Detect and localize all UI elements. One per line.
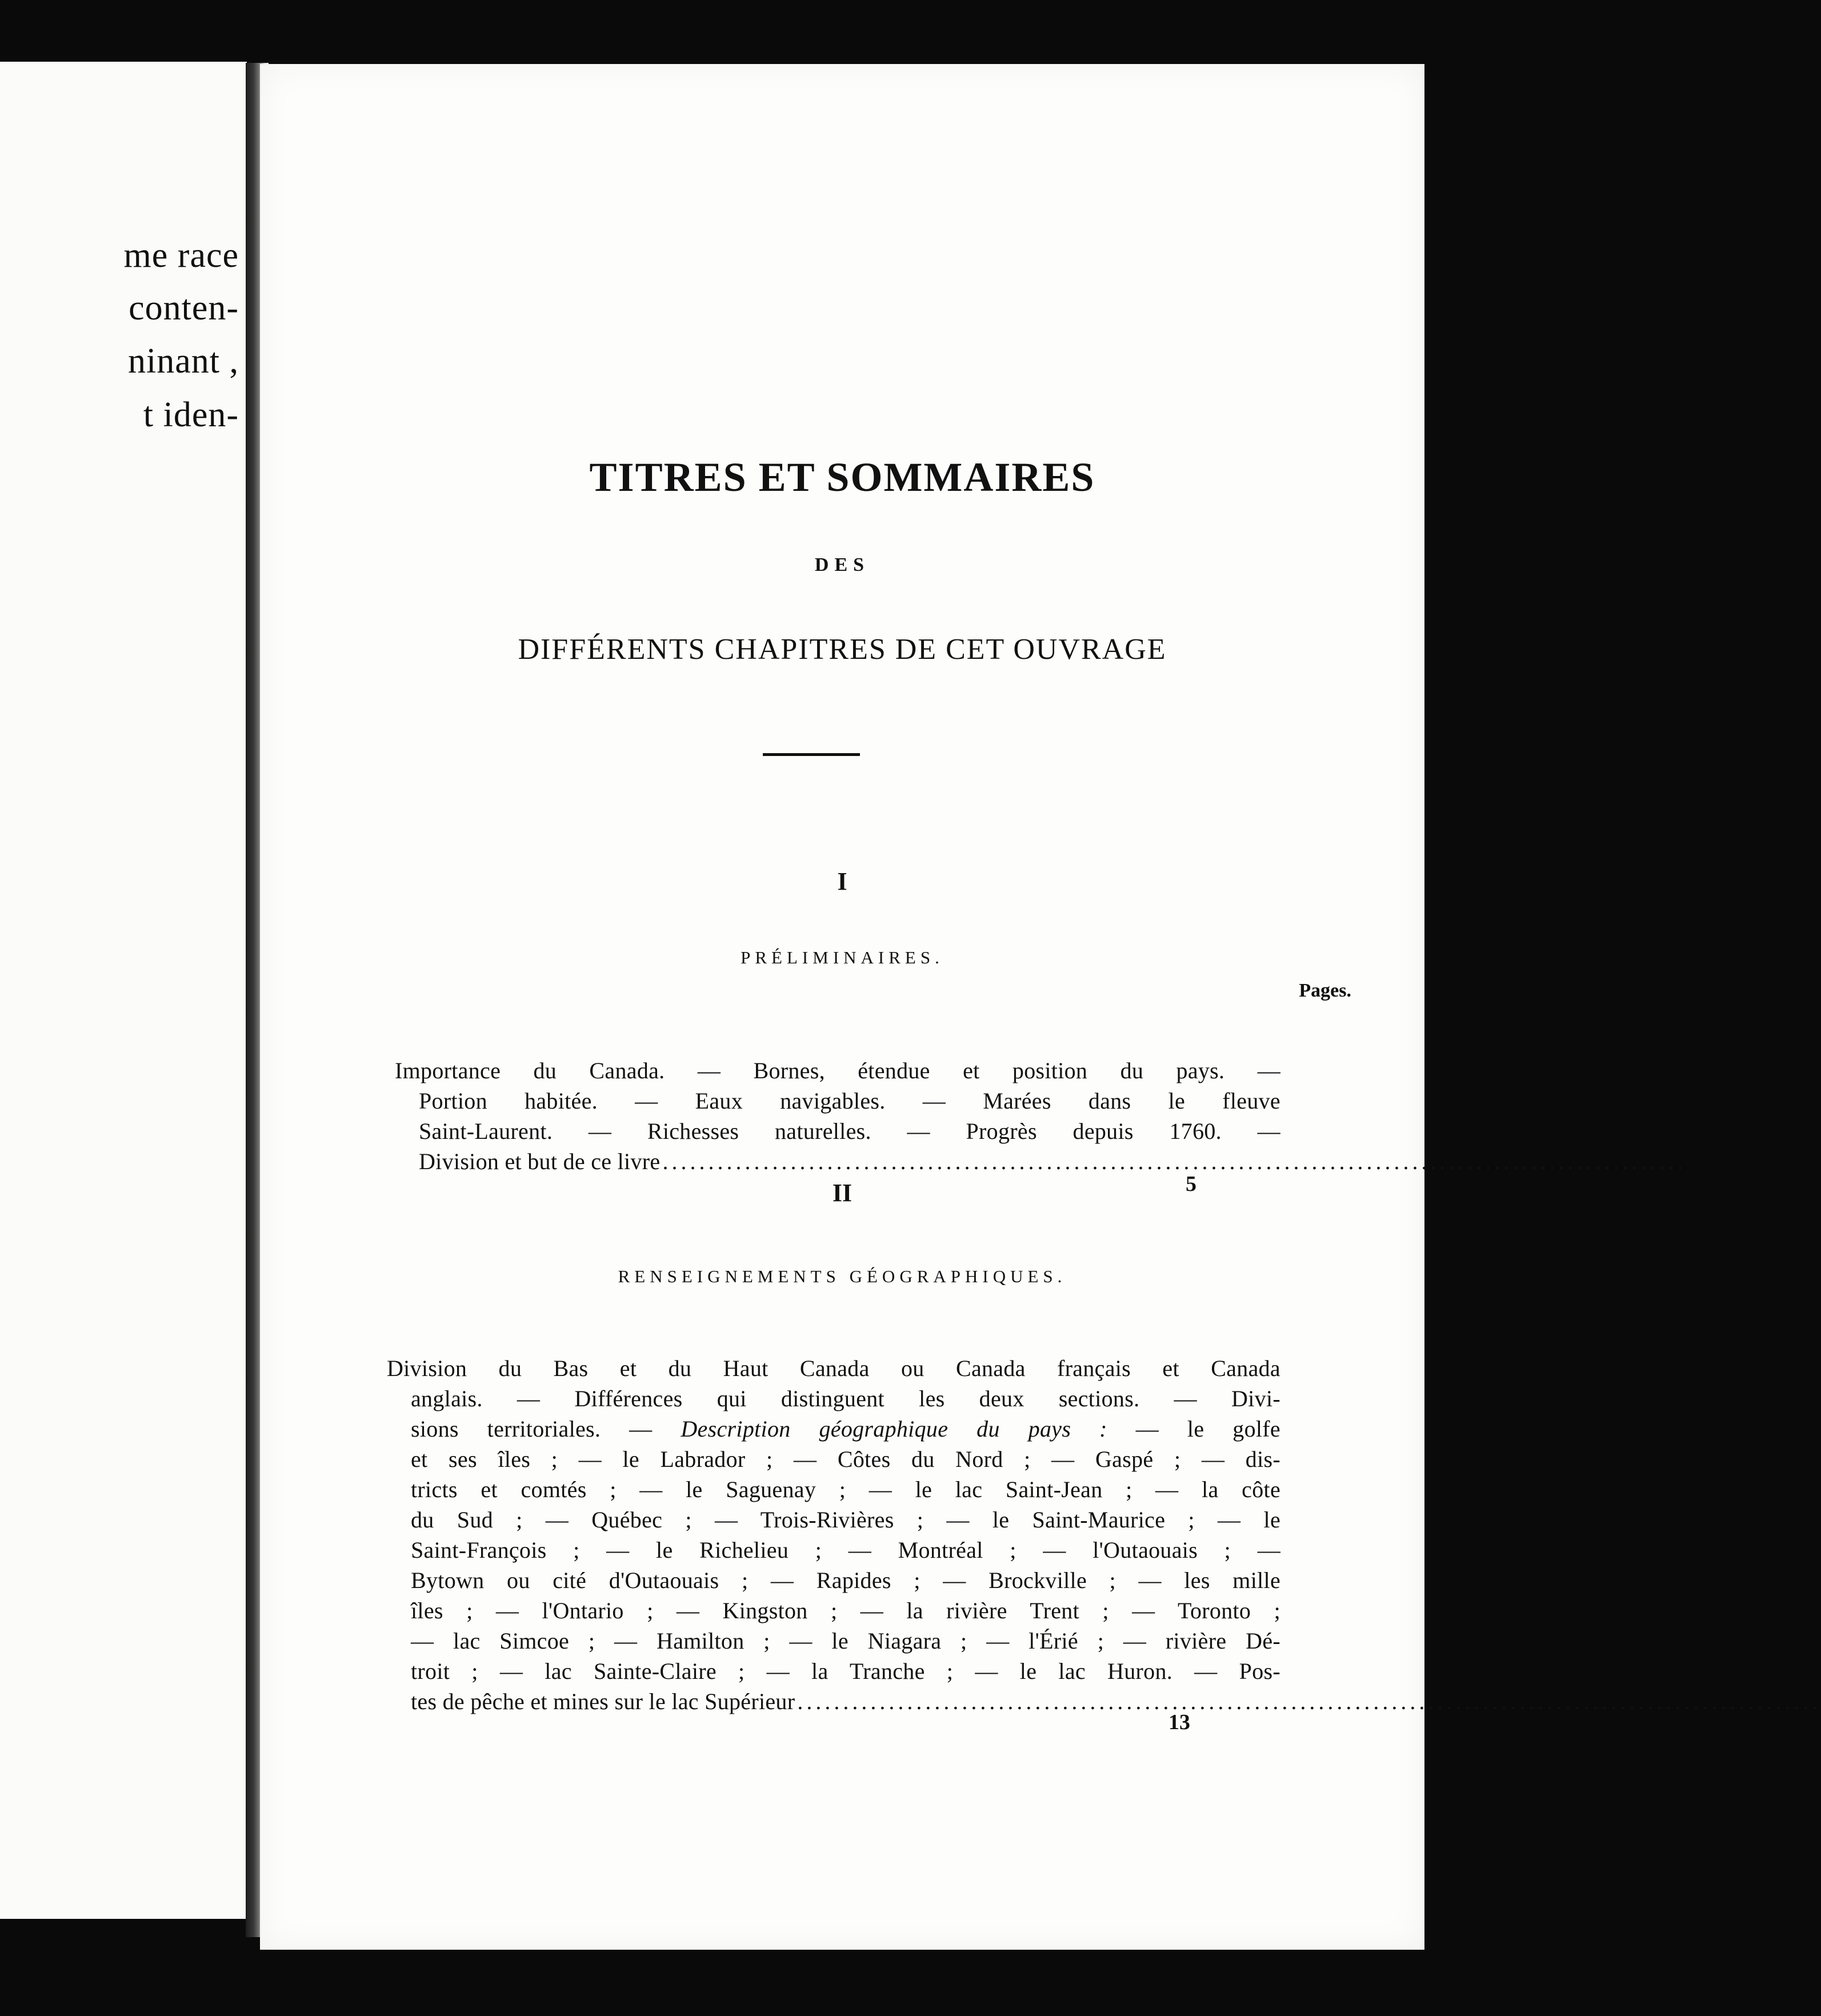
title-rule xyxy=(763,753,860,756)
entry-line: du Sud ; — Québec ; — Trois-Rivières ; — le Saint-Maurice ; — le xyxy=(411,1507,1280,1533)
section-heading: PRÉLIMINAIRES. xyxy=(741,947,944,967)
page-subtitle: DIFFÉRENTS CHAPITRES DE CET OUVRAGE xyxy=(518,633,1167,666)
entry-line: et ses îles ; — le Labrador ; — Côtes du Nord ; — Gaspé ; — dis- xyxy=(411,1446,1280,1472)
page-number: 13 xyxy=(1168,1710,1190,1734)
entry-line: Importance du Canada. — Bornes, étendue et position du pays. — xyxy=(395,1058,1280,1083)
left-page-line: ninant , xyxy=(128,342,239,381)
contents-page xyxy=(260,64,1821,1950)
entry-line: Saint-Laurent. — Richesses naturelles. — Progrès depuis 1760. — xyxy=(419,1118,1280,1144)
entry-line-text: — le golfe xyxy=(1135,1416,1280,1442)
left-page-line: me race xyxy=(123,236,239,275)
entry-line xyxy=(395,1146,1687,1177)
section-heading: RENSEIGNEMENTS GÉOGRAPHIQUES. xyxy=(618,1266,1067,1286)
italic-phrase: Description géographique du pays : xyxy=(681,1416,1107,1442)
entry-line: troit ; — lac Sainte-Claire ; — la Tranche ; — le lac Huron. — Pos- xyxy=(411,1658,1280,1684)
entry-line: — lac Simcoe ; — Hamilton ; — le Niagara ; — l'Érié ; — rivière Dé- xyxy=(411,1628,1280,1654)
previous-page xyxy=(0,62,247,1919)
pages-column-label: Pages. xyxy=(1299,980,1351,1001)
title-connector: DES xyxy=(814,554,870,575)
left-page-line: t iden- xyxy=(143,395,239,434)
left-page-line: conten- xyxy=(129,289,239,327)
entry-line xyxy=(387,1414,1280,1444)
section-numeral: I xyxy=(837,867,847,895)
entry-line-text: tes de pêche et mines sur le lac Supérieur xyxy=(411,1689,795,1714)
dot-leader: ................................................................................................................ xyxy=(797,1689,1821,1714)
toc-entry xyxy=(387,1353,1821,1717)
entry-line: anglais. — Différences qui distinguent les deux sections. — Divi- xyxy=(411,1386,1280,1411)
section-numeral: II xyxy=(832,1179,853,1207)
page-title: TITRES ET SOMMAIRES xyxy=(589,454,1095,500)
entry-line: tricts et comtés ; — le Saguenay ; — le lac Saint-Jean ; — la côte xyxy=(411,1477,1280,1502)
entry-line: Saint-François ; — le Richelieu ; — Montréal ; — l'Outaouais ; — xyxy=(411,1537,1280,1563)
entry-line: Division du Bas et du Haut Canada ou Canada français et Canada xyxy=(387,1355,1280,1381)
dot-leader: ................................................................................................................ xyxy=(662,1149,1687,1174)
entry-line-text: Division et but de ce livre xyxy=(419,1149,661,1174)
entry-line xyxy=(387,1686,1821,1717)
entry-line: Bytown ou cité d'Outaouais ; — Rapides ; — Brockville ; — les mille xyxy=(411,1567,1280,1593)
entry-line: îles ; — l'Ontario ; — Kingston ; — la rivière Trent ; — Toronto ; xyxy=(411,1598,1280,1623)
toc-entry xyxy=(395,1055,1687,1177)
entry-line-text: sions territoriales. — xyxy=(411,1416,653,1442)
entry-line: Portion habitée. — Eaux navigables. — Marées dans le fleuve xyxy=(419,1088,1280,1114)
page-number: 5 xyxy=(1186,1172,1196,1196)
